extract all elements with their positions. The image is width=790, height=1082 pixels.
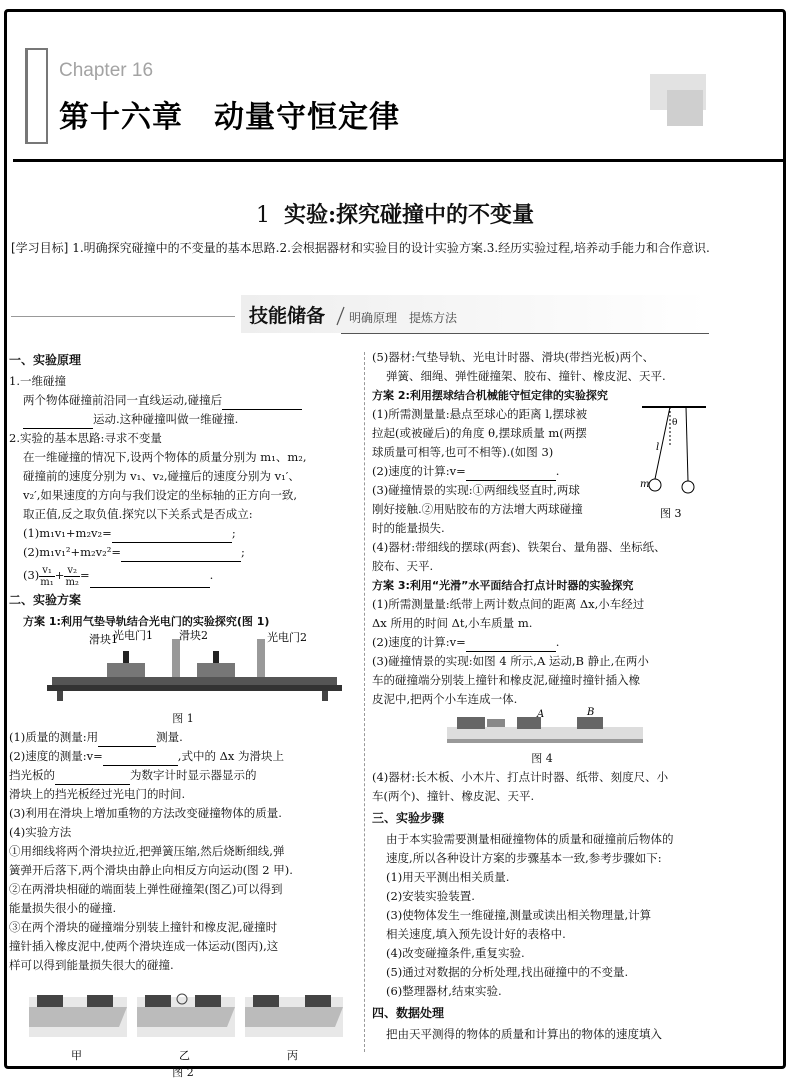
text: 簧弹开后落下,两个滑块由静止向相反方向运动(图 2 甲). (9, 863, 293, 877)
text: (3)利用在滑块上增加重物的方法改变碰撞物体的质量. (9, 806, 282, 820)
text: (1)所需测量量:悬点至球心的距离 l,摆球被 (372, 407, 588, 421)
text: (1)用天平测出相关质量. (386, 870, 510, 884)
fraction (64, 565, 80, 588)
text: 撞针插入橡皮泥中,使两个滑块连成一体运动(图丙),这 (9, 939, 279, 953)
fig1-label: 光电门2 (267, 631, 307, 644)
text: 能量损失很小的碰撞. (9, 901, 117, 915)
text (9, 747, 357, 766)
fill-blank[interactable] (90, 574, 210, 588)
fig2-label: 乙 (179, 1049, 190, 1062)
text: 为数字计时显示器显示的 (130, 768, 257, 782)
text: 刚好接触.②用贴胶布的方法增大两球碰撞 (372, 502, 583, 516)
text: (1)质量的测量:用 (9, 730, 99, 744)
text: 碰撞前的速度分别为 v₁、v₂,碰撞后的速度分别为 v₁′、 (23, 469, 300, 483)
heading-data: 四、数据处理 (372, 1006, 445, 1020)
figure-2 (9, 975, 357, 1063)
text: (3) (23, 568, 40, 582)
numerator: v₂ (64, 565, 80, 577)
slash-icon (336, 306, 346, 326)
fig1-label: 滑块1 (89, 633, 118, 646)
text: 车(两个)、撞针、橡皮泥、天平. (372, 789, 535, 803)
text: 相关速度,填入预先设计好的表格中. (386, 927, 566, 941)
heading-principle: 一、实验原理 (9, 353, 82, 367)
section-number: 1 (255, 203, 270, 228)
plan3-title: 方案 3:利用“光滑”水平面结合打点计时器的实验探究 (372, 579, 634, 592)
text: (6)整理器材,结束实验. (386, 984, 502, 998)
pendulum-diagram (630, 405, 710, 545)
denominator: m₂ (65, 576, 79, 588)
equation (9, 524, 357, 543)
equation-text: (1)m₁v₁+m₂v₂= (23, 526, 112, 540)
text: 弹簧、细绳、弹性碰撞架、胶布、撞针、橡皮泥、天平. (386, 369, 666, 383)
text: 取正值,反之取负值.探究以下关系式是否成立: (23, 507, 253, 521)
text (9, 728, 357, 747)
fill-blank[interactable] (112, 529, 232, 543)
figure-caption: 图 3 (660, 507, 682, 520)
learning-objectives (11, 239, 711, 258)
fig4-label: B (587, 707, 595, 718)
divider (341, 333, 709, 334)
equation: (3) $\frac{\text{v₁}}{\text{m₁}}$ + $\frac{\text{v₂}}{\text{m₂}}$ = . (23, 564, 214, 588)
text: Δx 所用的时间 Δt,小车质量 m. (372, 616, 533, 630)
text: . (555, 464, 560, 478)
heading-plan: 二、实验方案 (9, 593, 82, 607)
fig2-label: 丙 (287, 1049, 298, 1062)
text: 车的碰撞端分别装上撞针和橡皮泥,碰撞时撞针插入橡 (372, 673, 641, 687)
text: 把由天平测得的物体的质量和计算出的物体的速度填入 (386, 1027, 662, 1041)
right-column (372, 348, 712, 1044)
text: (2)安装实验装置. (386, 889, 475, 903)
text: (4)实验方法 (9, 825, 72, 839)
text: (3)碰撞情景的实现:①两细线竖直时,两球 (372, 483, 580, 497)
text: 运动.这种碰撞叫做一维碰撞. (93, 412, 239, 426)
figure-caption: 图 4 (531, 752, 553, 765)
text: 2.实验的基本思路:寻求不变量 (9, 431, 162, 445)
fill-blank[interactable] (121, 548, 241, 562)
text: 两个物体碰撞前沿同一直线运动,碰撞后 (23, 393, 223, 407)
text: (4)器材:长木板、小木片、打点计时器、纸带、刻度尺、小 (372, 770, 669, 784)
text: 拉起(或被碰后)的角度 θ,摆球质量 m(两摆 (372, 426, 587, 440)
plan1-title: 方案 1:利用气垫导轨结合光电门的实验探究(图 1) (23, 615, 270, 628)
chapter-title: 第十六章 动量守恒定律 (59, 100, 400, 135)
header-rule (13, 159, 783, 162)
section-title-text: 实验:探究碰撞中的不变量 (283, 202, 535, 228)
skill-title: 技能储备 (249, 305, 326, 327)
text: ; (241, 545, 245, 559)
text: 由于本实验需要测量相碰撞物体的质量和碰撞前后物体的 (386, 832, 674, 846)
text: 挡光板的 (9, 768, 55, 782)
fig3-label: m (640, 479, 650, 490)
collision-setups-diagram (27, 977, 357, 1065)
text: ②在两滑块相碰的端面装上弹性碰撞架(图乙)可以得到 (9, 882, 283, 896)
left-column (9, 348, 357, 1082)
equation (9, 543, 357, 562)
fig3-label: l (656, 442, 660, 453)
objectives-label: [学习目标] (11, 241, 69, 255)
divider (11, 316, 235, 317)
text: 1.一维碰撞 (9, 374, 66, 388)
fill-blank[interactable] (466, 467, 556, 481)
text: (2)速度的计算:v= (372, 464, 466, 478)
text: 测量. (156, 730, 183, 744)
text: ①用细线将两个滑块拉近,把弹簧压缩,然后烧断细线,弹 (9, 844, 285, 858)
figure-caption: 图 1 (172, 712, 194, 725)
fill-blank[interactable] (55, 771, 130, 785)
numerator: v₁ (39, 565, 55, 577)
text: ③在两个滑块的碰撞端分别装上撞针和橡皮泥,碰撞时 (9, 920, 278, 934)
figure-caption: 图 2 (172, 1066, 194, 1079)
text (9, 766, 357, 785)
text (9, 410, 357, 429)
carts-diagram (447, 709, 647, 749)
text: (4)改变碰撞条件,重复实验. (386, 946, 525, 960)
figure-4 (372, 709, 712, 749)
text: (4)器材:带细线的摆球(两套)、铁架台、量角器、坐标纸、 (372, 540, 666, 554)
heading-steps: 三、实验步骤 (372, 811, 445, 825)
fill-blank[interactable] (466, 638, 556, 652)
denominator: m₁ (40, 576, 54, 588)
decor-square (667, 90, 703, 126)
fig1-label: 光电门1 (113, 629, 153, 642)
text: ,式中的 Δx 为滑块上 (177, 749, 285, 763)
text: (5)器材:气垫导轨、光电计时器、滑块(带挡光板)两个、 (372, 350, 655, 364)
text: (2)速度的计算:v= (372, 635, 466, 649)
text: 时的能量损失. (372, 521, 445, 535)
text: (2)速度的测量:v= (9, 749, 103, 763)
text (9, 391, 357, 410)
text: (5)通过对数据的分析处理,找出碰撞中的不变量. (386, 965, 629, 979)
equation-text: (2)m₁v₁²+m₂v₂²= (23, 545, 122, 559)
plan2-block (372, 405, 712, 538)
air-track-diagram (47, 631, 347, 709)
text: (1)所需测量量:纸带上两计数点间的距离 Δx,小车经过 (372, 597, 645, 611)
fill-blank[interactable] (222, 396, 302, 410)
fig3-label: θ (672, 418, 678, 428)
fraction (39, 565, 55, 588)
fig4-label: A (537, 709, 545, 720)
text: (3)使物体发生一维碰撞,测量或读出相关物理量,计算 (386, 908, 652, 922)
text: 滑块上的挡光板经过光电门的时间. (9, 787, 186, 801)
fig1-label: 滑块2 (179, 629, 208, 642)
fill-blank[interactable] (98, 733, 156, 747)
text: 球质量可相等,也可不相等).(如图 3) (372, 445, 554, 459)
skill-subtitle: 明确原理 提炼方法 (349, 311, 458, 325)
figure-1 (9, 631, 357, 709)
text (372, 633, 712, 652)
fig2-label: 甲 (71, 1049, 82, 1062)
text: 速度,所以各种设计方案的步骤基本一致,参考步骤如下: (386, 851, 662, 865)
text: 样可以得到能量损失很大的碰撞. (9, 958, 174, 972)
text: ; (231, 526, 236, 540)
text: . (209, 568, 214, 582)
plan2-title: 方案 2:利用摆球结合机械能守恒定律的实验探究 (372, 389, 608, 402)
section-title (7, 198, 783, 229)
text: 皮泥中,把两个小车连成一体. (372, 692, 518, 706)
header-bracket (25, 48, 48, 144)
text: (3)碰撞情景的实现:如图 4 所示,A 运动,B 静止,在两小 (372, 654, 649, 668)
skill-banner (11, 295, 709, 335)
column-divider (364, 352, 365, 1052)
objectives-text: 1.明确探究碰撞中的不变量的基本思路.2.会根据器材和实验目的设计实验方案.3.经历实验过程,培养动手能力和合作意识. (72, 241, 710, 255)
text: 胶布、天平. (372, 559, 434, 573)
page (4, 9, 786, 1079)
text: . (555, 635, 560, 649)
text: v₂′,如果速度的方向与我们设定的坐标轴的正方向一致, (23, 488, 298, 502)
text: 在一维碰撞的情况下,设两个物体的质量分别为 m₁、m₂, (23, 450, 307, 464)
chapter-en: Chapter 16 (59, 60, 154, 81)
fill-blank[interactable] (23, 415, 93, 429)
fill-blank[interactable] (103, 752, 178, 766)
